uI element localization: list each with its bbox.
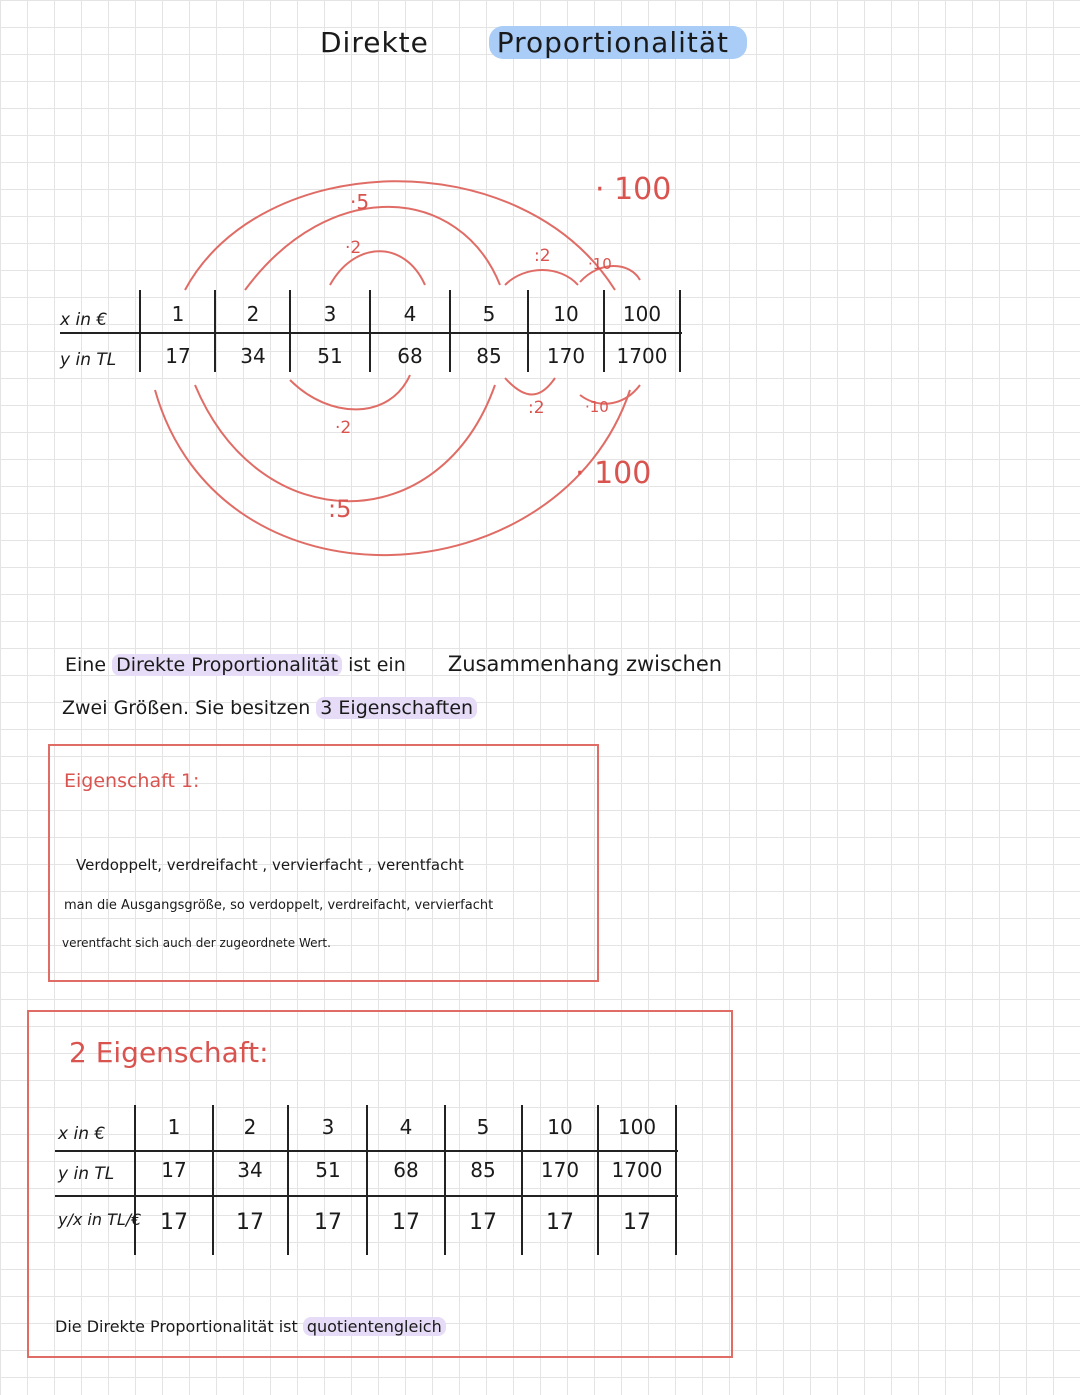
- table1-x-label: x in €: [60, 310, 108, 330]
- title-word-2: Proportionalität: [489, 26, 747, 59]
- property2-conclusion: [55, 1317, 446, 1336]
- table2-q-cell: 17: [160, 1210, 188, 1235]
- property1-line3: verentfacht sich auch der zugeordnete Wert.: [62, 936, 331, 950]
- intro-line2-text: Zwei Größen. Sie besitzen: [62, 697, 311, 719]
- table2-q-cell: 17: [469, 1210, 497, 1235]
- intro-highlight-2: 3 Eigenschaften: [316, 697, 477, 719]
- annotation-times5-top: ·5: [350, 190, 370, 214]
- property2-conclusion-highlight: quotientengleich: [303, 1317, 446, 1336]
- table2-x-cell: 2: [243, 1115, 257, 1139]
- table2-q-cell: 17: [392, 1210, 420, 1235]
- annotation-times2-top: ·2: [345, 238, 362, 258]
- arc-bottom-times2: [290, 375, 410, 409]
- table2-q-label: y/x in TL/€: [58, 1210, 142, 1229]
- table2-q-cell: 17: [623, 1210, 651, 1235]
- title-word-1: Direkte: [320, 26, 429, 59]
- arc-bottom-div2: [505, 378, 555, 395]
- table2-y-cell: 68: [393, 1158, 419, 1182]
- intro-line-1: [65, 652, 722, 676]
- table2-q-cell: 17: [546, 1210, 574, 1235]
- table1-y-cell: 34: [240, 344, 266, 368]
- property1-box: [48, 744, 599, 982]
- intro-text-3: Zusammenhang zwischen: [447, 652, 723, 676]
- arc-top-times5: [185, 181, 615, 290]
- table1-x-cell: 3: [323, 302, 337, 326]
- table1-y-cell: 68: [397, 344, 423, 368]
- arc-top-div2: [505, 270, 578, 285]
- table2-q-cell: 17: [236, 1210, 264, 1235]
- arc-bottom-times100: [155, 390, 630, 555]
- table2-y-label: y in TL: [58, 1164, 115, 1184]
- property2-box: [27, 1010, 733, 1358]
- table1-y-cell: 17: [165, 344, 191, 368]
- table1-y-cell: 170: [546, 344, 586, 368]
- table2-x-cell: 100: [617, 1115, 657, 1139]
- table2-x-cell: 1: [167, 1115, 181, 1139]
- intro-highlight-1: Direkte Proportionalität: [112, 654, 342, 676]
- arc-top-times10: [245, 207, 500, 290]
- intro-text-1: Eine: [65, 654, 107, 676]
- intro-line-2: [62, 697, 477, 719]
- table1-x-cell: 10: [553, 302, 579, 326]
- table2-x-cell: 3: [321, 1115, 335, 1139]
- table1-x-cell: 5: [482, 302, 496, 326]
- table1-y-cell: 85: [476, 344, 502, 368]
- table1-x-cell: 100: [622, 302, 662, 326]
- annotation-times100-top: · 100: [595, 172, 672, 207]
- property2-conclusion-text: Die Direkte Proportionalität ist: [55, 1317, 298, 1336]
- table1-y-label: y in TL: [60, 350, 117, 370]
- annotation-div2-bottom: :2: [528, 398, 545, 418]
- table1-y-cell: 51: [317, 344, 343, 368]
- table2-y-cell: 17: [161, 1158, 187, 1182]
- table2-y-cell: 85: [470, 1158, 496, 1182]
- annotation-times5-bottom: :5: [328, 495, 352, 523]
- table1-y-cell: 1700: [616, 344, 668, 368]
- table1-x-cell: 4: [403, 302, 417, 326]
- table2-x-cell: 5: [476, 1115, 490, 1139]
- table2-y-cell: 1700: [611, 1158, 663, 1182]
- table2-q-cell: 17: [314, 1210, 342, 1235]
- table2-x-label: x in €: [58, 1124, 106, 1144]
- annotation-times2-bottom: ·2: [335, 418, 352, 438]
- table2-x-cell: 4: [399, 1115, 413, 1139]
- table2-x-cell: 10: [547, 1115, 573, 1139]
- property1-line2: man die Ausgangsgröße, so verdoppelt, verdreifacht, vervierfacht: [64, 898, 494, 913]
- property1-heading: Eigenschaft 1:: [64, 770, 200, 792]
- annotation-times100-bottom: · 100: [575, 456, 652, 491]
- property1-line1: Verdoppelt, verdreifacht , vervierfacht , verentfacht: [76, 856, 464, 874]
- table2-y-cell: 170: [540, 1158, 580, 1182]
- table1-x-cell: 2: [246, 302, 260, 326]
- table2-y-cell: 51: [315, 1158, 341, 1182]
- annotation-div2-top: :2: [534, 246, 551, 266]
- table1-x-cell: 1: [171, 302, 185, 326]
- property2-heading: 2 Eigenschaft:: [69, 1036, 269, 1069]
- arc-bottom-times5: [195, 385, 495, 501]
- annotation-times10-top: ·10: [588, 255, 612, 273]
- annotation-times10-bottom: ·10: [585, 398, 609, 416]
- table2-y-cell: 34: [237, 1158, 263, 1182]
- intro-text-2: ist ein: [348, 654, 406, 676]
